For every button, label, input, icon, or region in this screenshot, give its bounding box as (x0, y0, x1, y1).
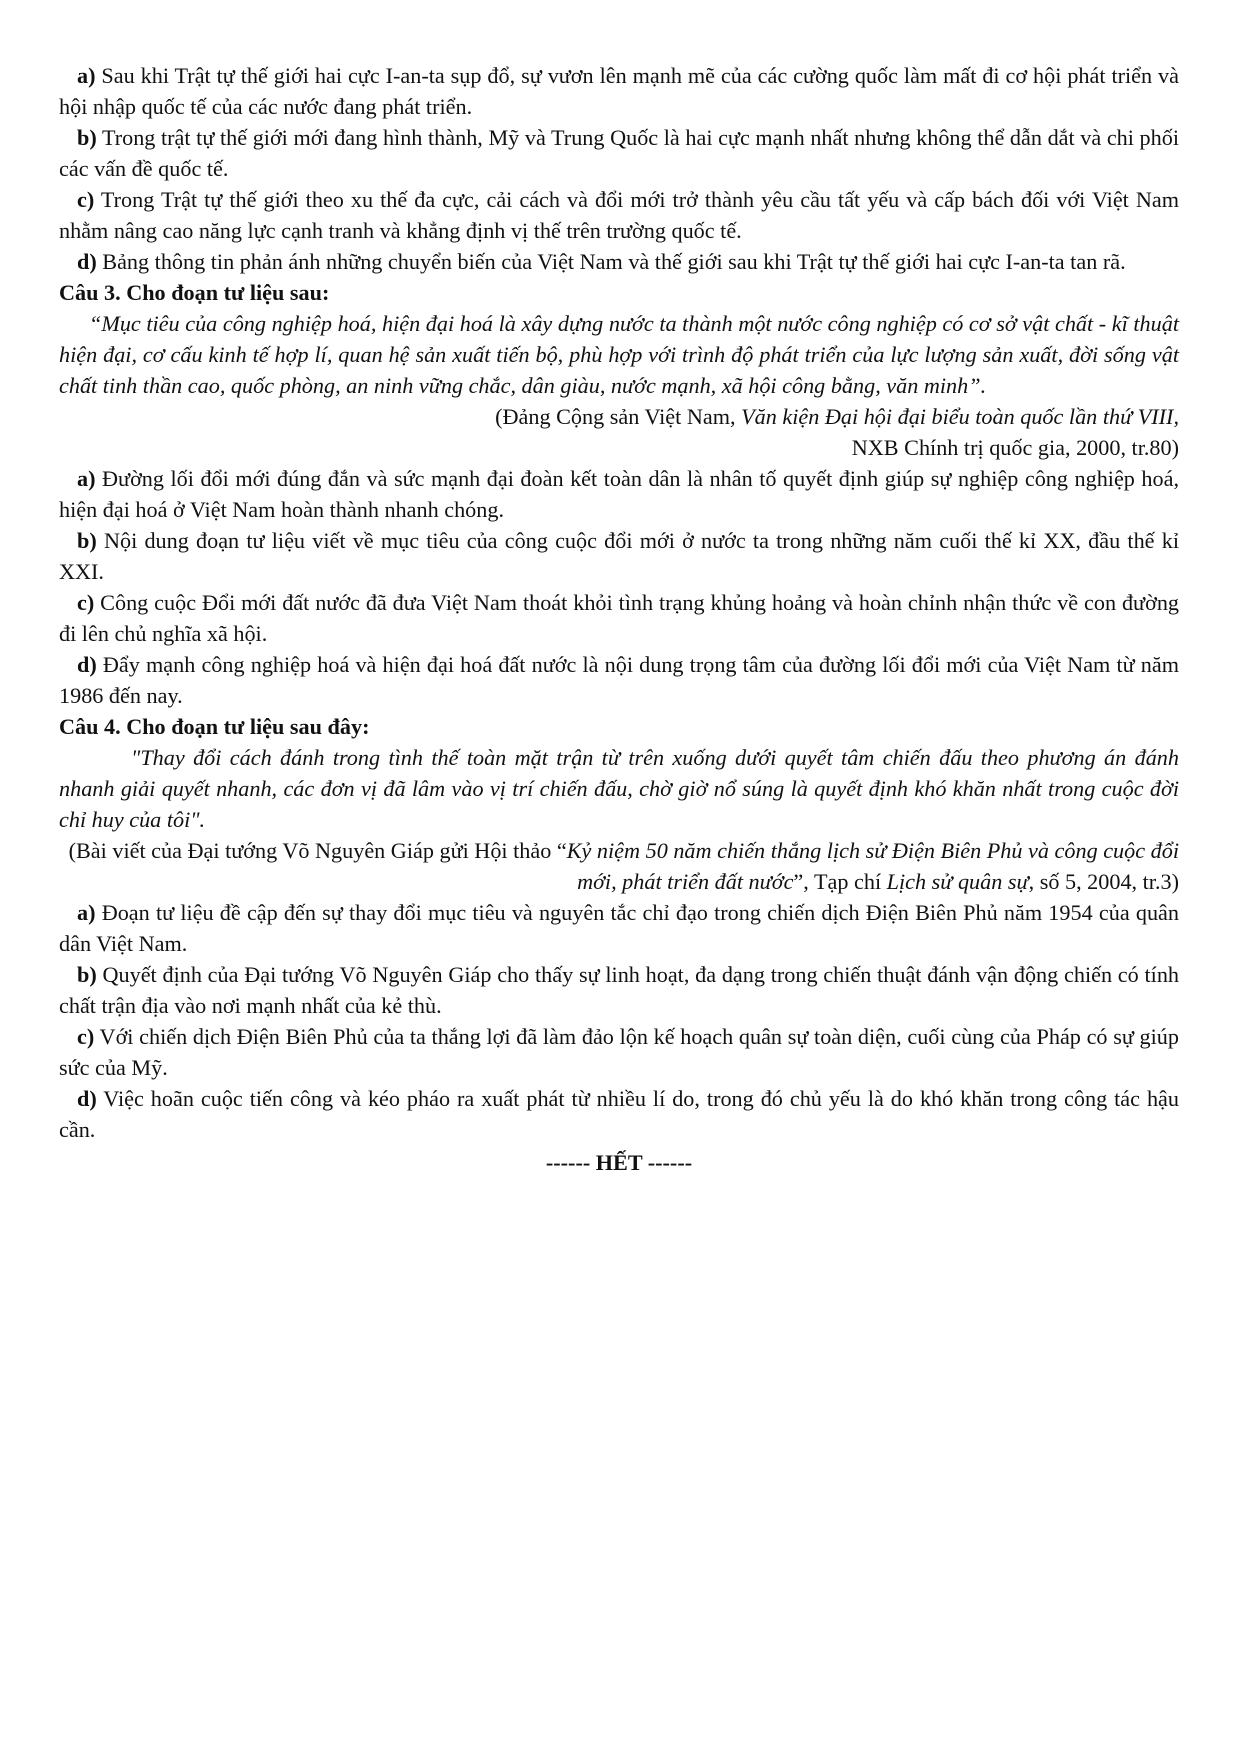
option-text: Việc hoãn cuộc tiến công và kéo pháo ra xuất phát từ nhiều lí do, trong đó chủ yếu là do khó khăn trong công tác hậu cần. (59, 1086, 1179, 1142)
option-text: Công cuộc Đổi mới đất nước đã đưa Việt Nam thoát khỏi tình trạng khủng hoảng và hoàn chỉnh nhận thức về con đường đi lên chủ nghĩa xã hội. (59, 590, 1180, 646)
question-3-quote: “Mục tiêu của công nghiệp hoá, hiện đại hoá là xây dựng nước ta thành một nước công nghiệp có cơ sở vật chất - kĩ thuật hiện đại, cơ cấu kinh tế hợp lí, quan hệ sản xuất tiến bộ, phù hợp với trình độ phát triển của lực lượng sản xuất, đời sống vật chất tinh thần cao, quốc phòng, an ninh vững chắc, dân giàu, nước mạnh, xã hội công bằng, văn minh”. (59, 311, 1179, 398)
q2-option-a (59, 60, 1179, 122)
question-4-citation (59, 835, 1179, 897)
option-text: Với chiến dịch Điện Biên Phủ của ta thắng lợi đã làm đảo lộn kế hoạch quân sự toàn diện, cuối cùng của Pháp có sự giúp sức của Mỹ. (59, 1024, 1179, 1080)
option-text: Bảng thông tin phản ánh những chuyển biến của Việt Nam và thế giới sau khi Trật tự thế giới hai cực I-an-ta tan rã. (102, 249, 1126, 274)
q3-option-b (59, 525, 1179, 587)
citation-italic: Lịch sử quân sự (886, 869, 1029, 894)
option-letter: c) (77, 187, 95, 212)
question-4 (59, 711, 1179, 1145)
q2-option-d (59, 246, 1179, 277)
option-letter: c) (77, 1024, 95, 1049)
option-letter: a) (77, 466, 96, 491)
citation-text: ”, Tạp chí (793, 869, 887, 894)
citation-text: , số 5, 2004, tr.3) (1028, 869, 1179, 894)
q3-option-c (59, 587, 1179, 649)
option-text: Đẩy mạnh công nghiệp hoá và hiện đại hoá đất nước là nội dung trọng tâm của đường lối đổi mới của Việt Nam từ năm 1986 đến nay. (59, 652, 1179, 708)
option-text: Quyết định của Đại tướng Võ Nguyên Giáp cho thấy sự linh hoạt, đa dạng trong chiến thuật đánh vận động chiến có tính chất trận địa vào nơi mạnh nhất của kẻ thù. (59, 962, 1180, 1018)
citation-text: NXB Chính trị quốc gia, 2000, tr.80) (851, 435, 1179, 460)
q2-options (59, 60, 1179, 277)
question-4-title: Câu 4. Cho đoạn tư liệu sau đây: (59, 714, 370, 739)
option-letter: b) (77, 125, 97, 150)
option-letter: a) (77, 63, 96, 88)
option-letter: d) (77, 1086, 97, 1111)
option-text: Sau khi Trật tự thế giới hai cực I-an-ta sụp đổ, sự vươn lên mạnh mẽ của các cường quốc làm mất đi cơ hội phát triển và hội nhập quốc tế của các nước đang phát triển. (59, 63, 1179, 119)
option-letter: a) (77, 900, 96, 925)
citation-italic: Kỷ niệm 50 năm chiến thắng lịch sử Điện Biên Phủ và công cuộc đổi mới, phát triển đất nước (566, 838, 1179, 894)
q2-option-b (59, 122, 1179, 184)
citation-italic: Văn kiện Đại hội đại biểu toàn quốc lần thứ VIII, (741, 404, 1179, 429)
option-text: Đoạn tư liệu đề cập đến sự thay đổi mục tiêu và nguyên tắc chỉ đạo trong chiến dịch Điện Biên Phủ năm 1954 của quân dân Việt Nam. (59, 900, 1179, 956)
option-text: Trong Trật tự thế giới theo xu thế đa cực, cải cách và đổi mới trở thành yêu cầu tất yếu và cấp bách đối với Việt Nam nhằm nâng cao năng lực cạnh tranh và khẳng định vị thế trên trường quốc tế. (59, 187, 1179, 243)
q4-option-d (59, 1083, 1179, 1145)
option-text: Nội dung đoạn tư liệu viết về mục tiêu của công cuộc đổi mới ở nước ta trong những năm cuối thế kỉ XX, đầu thế kỉ XXI. (59, 528, 1179, 584)
question-3-title: Câu 3. Cho đoạn tư liệu sau: (59, 280, 330, 305)
citation-text: (Đảng Cộng sản Việt Nam, (495, 404, 742, 429)
citation-text: (Bài viết của Đại tướng Võ Nguyên Giáp gửi Hội thảo “ (68, 838, 567, 863)
q3-option-d (59, 649, 1179, 711)
option-letter: d) (77, 652, 97, 677)
end-marker: ------ HẾT ------ (545, 1150, 693, 1175)
q4-option-a (59, 897, 1179, 959)
q3-option-a (59, 463, 1179, 525)
q2-option-c (59, 184, 1179, 246)
q4-option-b (59, 959, 1179, 1021)
option-letter: d) (77, 249, 97, 274)
q4-option-c (59, 1021, 1179, 1083)
option-letter: b) (77, 528, 97, 553)
question-3 (59, 277, 1179, 711)
option-letter: c) (77, 590, 95, 615)
option-text: Trong trật tự thế giới mới đang hình thành, Mỹ và Trung Quốc là hai cực mạnh nhất nhưng không thể dẫn dắt và chi phối các vấn đề quốc tế. (59, 125, 1179, 181)
option-letter: b) (77, 962, 97, 987)
question-3-citation (59, 401, 1179, 463)
question-4-quote: "Thay đổi cách đánh trong tình thế toàn mặt trận từ trên xuống dưới quyết tâm chiến đấu theo phương án đánh nhanh giải quyết nhanh, các đơn vị đã lâm vào vị trí chiến đấu, chờ giờ nổ súng là quyết định khó khăn nhất trong cuộc đời chỉ huy của tôi". (59, 745, 1179, 832)
option-text: Đường lối đổi mới đúng đắn và sức mạnh đại đoàn kết toàn dân là nhân tố quyết định giúp sự nghiệp công nghiệp hoá, hiện đại hoá ở Việt Nam hoàn thành nhanh chóng. (59, 466, 1180, 522)
